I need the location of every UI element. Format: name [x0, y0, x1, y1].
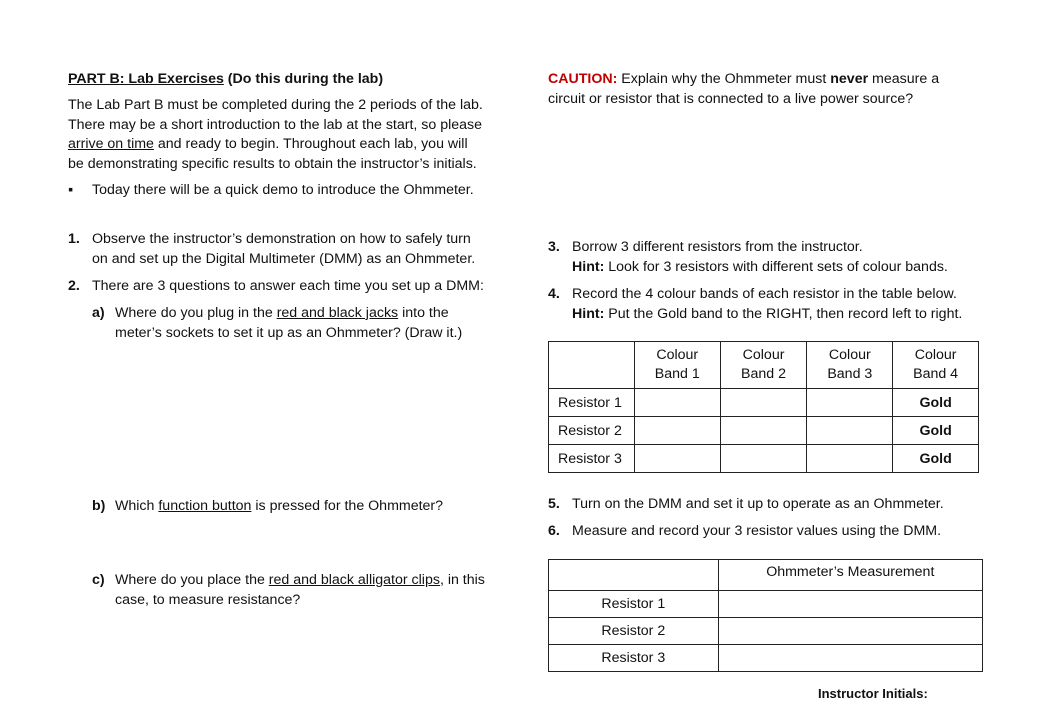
measure-header-row: [549, 560, 983, 591]
row-label-resistor-1: Resistor 1: [549, 389, 635, 417]
measure-cell-resistor-3[interactable]: [718, 645, 982, 672]
q1-text: [92, 230, 475, 269]
q1-line-1: Observe the instructor’s demonstration on how to safely turn: [92, 231, 471, 247]
q4-number: 4.: [548, 286, 560, 302]
table-row: [549, 645, 983, 672]
part-b-title: [68, 70, 383, 90]
qa-label: a): [92, 305, 105, 321]
qa-post: into the: [398, 305, 449, 321]
band4-cell-resistor-2: Gold: [893, 417, 979, 445]
caution-never: never: [830, 71, 869, 87]
q6-text: Measure and record your 3 resistor values using the DMM.: [572, 523, 942, 539]
caution-line-2: circuit or resistor that is connected to a live power source?: [548, 90, 914, 107]
band2-cell-resistor-1[interactable]: [720, 389, 807, 417]
band1-cell-resistor-1[interactable]: [634, 389, 720, 417]
qa-line-1: [115, 304, 462, 324]
intro-line-1: The Lab Part B must be completed during the 2 periods of the lab.: [68, 97, 483, 113]
intro-line-4: be demonstrating specific results to obtain the instructor’s initials.: [68, 155, 477, 172]
q4-line-1: Record the 4 colour bands of each resistor in the table below.: [572, 286, 957, 302]
arrive-on-time-text: arrive on time: [68, 136, 154, 152]
table-row: [549, 618, 983, 645]
qc-line-1: [115, 571, 485, 591]
band3-cell-resistor-3[interactable]: [807, 445, 893, 473]
q2-text: There are 3 questions to answer each time you set up a DMM:: [92, 278, 484, 294]
qb-function-button-text: function button: [158, 498, 252, 514]
q4-hint-label: Hint:: [572, 305, 605, 322]
q2-number: 2.: [68, 278, 80, 294]
band1-cell-resistor-2[interactable]: [634, 417, 720, 445]
q3-hint: [572, 258, 948, 278]
qa-jacks-text: red and black jacks: [276, 305, 399, 321]
q1-number: 1.: [68, 231, 80, 247]
caution-pre: Explain why the Ohmmeter must: [617, 71, 831, 87]
intro-line-3-rest: and ready to begin. Throughout each lab, you will: [153, 136, 468, 152]
bands-header-empty: [549, 342, 635, 389]
band2-cell-resistor-3[interactable]: [720, 445, 807, 473]
band3-cell-resistor-1[interactable]: [807, 389, 893, 417]
header-band-4: Colour Band 4: [893, 342, 979, 389]
q5-text: Turn on the DMM and set it up to operate as an Ohmmeter.: [572, 496, 944, 512]
qa-line-2: meter’s sockets to set it up as an Ohmmeter? (Draw it.): [115, 324, 463, 341]
ohmmeter-measurement-table: [548, 559, 983, 672]
band2-cell-resistor-2[interactable]: [720, 417, 807, 445]
header-band-2: Colour Band 2: [720, 342, 807, 389]
table-row: [549, 417, 979, 445]
instructor-initials-label: Instructor Initials:: [818, 686, 928, 701]
band4-cell-resistor-3: Gold: [893, 445, 979, 473]
measure-header-empty: [549, 560, 719, 591]
qb-post: is pressed for the Ohmmeter?: [251, 498, 444, 514]
q3-number: 3.: [548, 239, 560, 255]
qc-label: c): [92, 572, 105, 588]
row-label-resistor-2: Resistor 2: [549, 417, 635, 445]
q3-hint-text: Look for 3 resistors with different sets of colour bands.: [604, 258, 948, 275]
qc-clips-text: red and black alligator clips: [268, 572, 440, 588]
q4-hint: [572, 305, 962, 325]
caution-label: CAUTION:: [548, 71, 618, 87]
measure-label-resistor-3: Resistor 3: [549, 645, 719, 672]
caution-block: [548, 70, 939, 109]
part-b-note: (Do this during the lab): [223, 71, 384, 87]
row-label-resistor-3: Resistor 3: [549, 445, 635, 473]
qc-text: [115, 571, 485, 610]
q3-line-1: Borrow 3 different resistors from the instructor.: [572, 239, 863, 255]
measure-cell-resistor-2[interactable]: [718, 618, 982, 645]
bullet-marker: ▪: [68, 182, 74, 198]
caution-post: measure a: [868, 71, 940, 87]
bullet-demo-text: Today there will be a quick demo to introduce the Ohmmeter.: [92, 182, 474, 198]
measure-cell-resistor-1[interactable]: [718, 591, 982, 618]
bands-header-row: [549, 342, 979, 389]
q4-text: [572, 285, 962, 324]
colour-bands-table: [548, 341, 979, 473]
table-row: [549, 445, 979, 473]
q6-number: 6.: [548, 523, 560, 539]
band3-cell-resistor-2[interactable]: [807, 417, 893, 445]
band4-cell-resistor-1: Gold: [893, 389, 979, 417]
qc-pre: Where do you place the: [115, 572, 269, 588]
header-ohmmeter-measurement: Ohmmeter’s Measurement: [718, 560, 982, 591]
qc-line-2: case, to measure resistance?: [115, 591, 301, 608]
band1-cell-resistor-3[interactable]: [634, 445, 720, 473]
measure-label-resistor-1: Resistor 1: [549, 591, 719, 618]
header-band-1: Colour Band 1: [634, 342, 720, 389]
qa-pre: Where do you plug in the: [115, 305, 277, 321]
table-row: [549, 591, 983, 618]
qc-post: , in this: [439, 572, 485, 588]
q1-line-2: on and set up the Digital Multimeter (DMM) as an Ohmmeter.: [92, 250, 476, 267]
qb-pre: Which: [115, 498, 159, 514]
caution-line-1: [548, 70, 939, 90]
q4-hint-text: Put the Gold band to the RIGHT, then record left to right.: [604, 305, 963, 322]
intro-line-3: [68, 135, 508, 155]
header-band-3: Colour Band 3: [807, 342, 893, 389]
qa-text: [115, 304, 462, 343]
q3-text: [572, 238, 948, 277]
q5-number: 5.: [548, 496, 560, 512]
qb-label: b): [92, 498, 106, 514]
intro-paragraph: [68, 96, 508, 174]
qb-text: [115, 497, 443, 517]
intro-line-2: There may be a short introduction to the lab at the start, so please: [68, 116, 483, 133]
measure-label-resistor-2: Resistor 2: [549, 618, 719, 645]
table-row: [549, 389, 979, 417]
q3-hint-label: Hint:: [572, 258, 605, 275]
part-b-heading: PART B: Lab Exercises: [68, 71, 224, 87]
